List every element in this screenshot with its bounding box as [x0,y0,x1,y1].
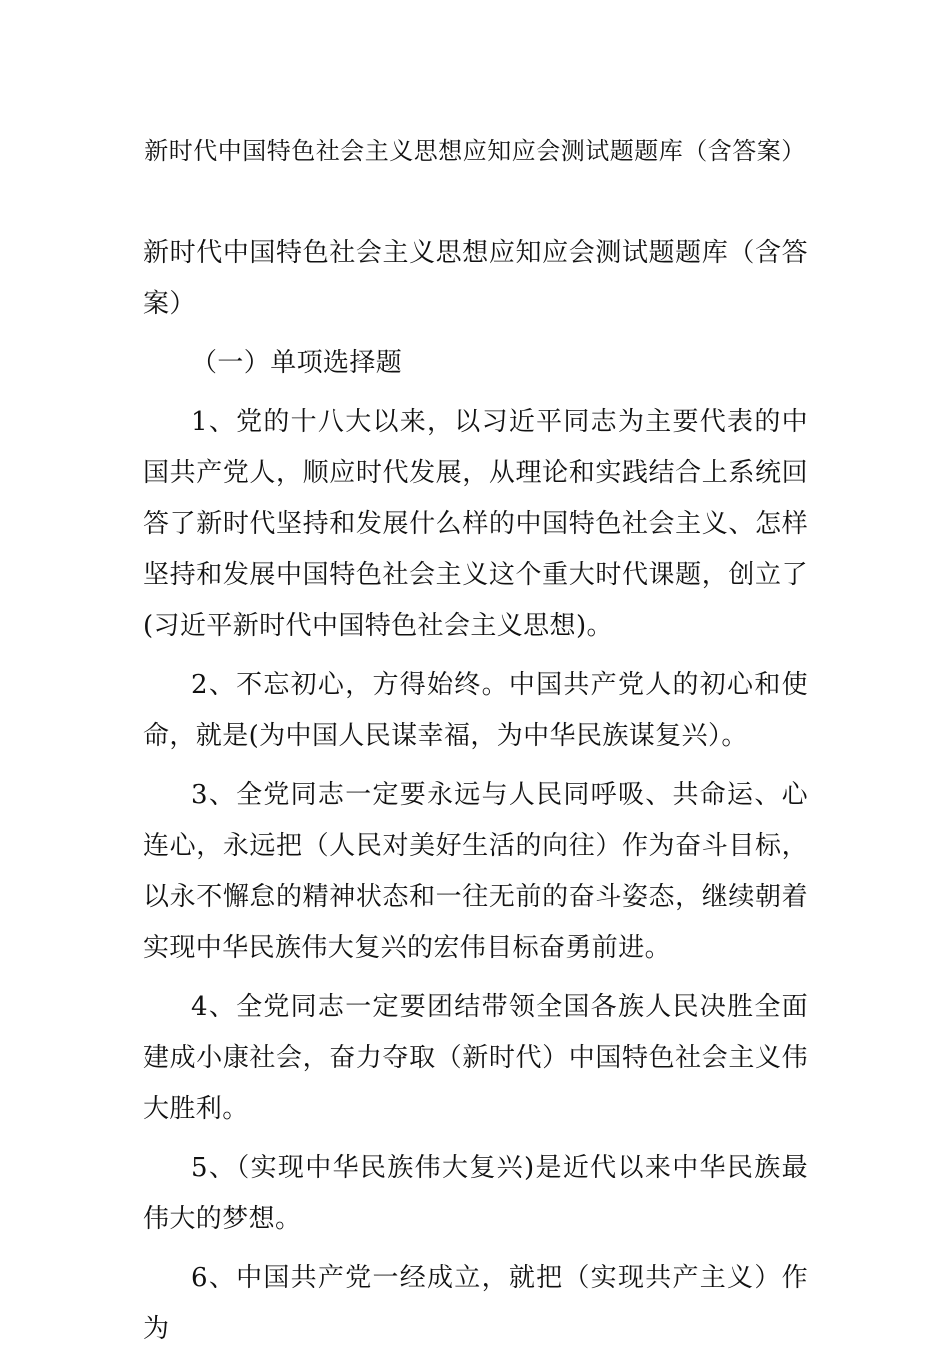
question-3: 3、全党同志一定要永远与人民同呼吸、共命运、心连心，永远把（人民对美好生活的向往）作为奋斗目标，以永不懈怠的精神状态和一往无前的奋斗姿态，继续朝着实现中华民族伟大复兴的宏伟目标奋勇前进。 [143,780,808,963]
repeated-title: 新时代中国特色社会主义思想应知应会测试题题库（含答案） [143,238,808,319]
question-6: 6、中国共产党一经成立，就把（实现共产主义）作为 [143,1263,808,1344]
question-4: 4、全党同志一定要团结带领全国各族人民决胜全面建成小康社会，奋力夺取（新时代）中国特色社会主义伟大胜利。 [143,992,808,1124]
section-heading: （一）单项选择题 [191,348,403,378]
question-2: 2、不忘初心，方得始终。中国共产党人的初心和使命，就是(为中国人民谋幸福，为中华民族谋复兴）。 [143,670,808,751]
document-title: 新时代中国特色社会主义思想应知应会测试题题库（含答案） [144,137,806,165]
question-5: 5、（实现中华民族伟大复兴)是近代以来中华民族最伟大的梦想。 [143,1153,808,1234]
document-body [143,228,808,1355]
question-1: 1、党的十八大以来，以习近平同志为主要代表的中国共产党人，顺应时代发展，从理论和实践结合上系统回答了新时代坚持和发展什么样的中国特色社会主义、怎样坚持和发展中国特色社会主义这个重大时代课题，创立了(习近平新时代中国特色社会主义思想)。 [143,407,808,641]
